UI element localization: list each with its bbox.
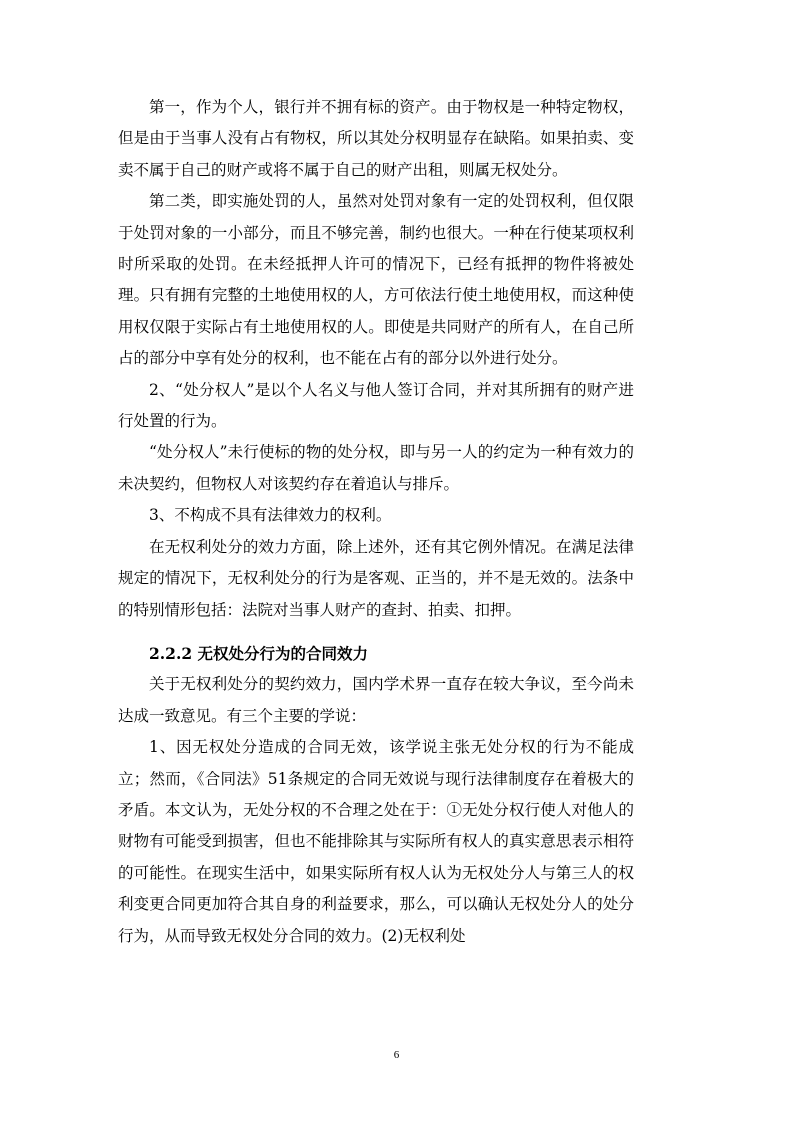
paragraph: 在无权利处分的效力方面，除上述外，还有其它例外情况。在满足法律规定的情况下，无权利处分的行为是客观、正当的，并不是无效的。法条中的特别情形包括：法院对当事人财产的查封、拍卖、扣押。 [118,537,634,619]
paragraph: 关于无权利处分的契约效力，国内学术界一直存在较大争议，至今尚未达成一致意见。有三个主要的学说： [118,675,634,725]
paragraph: “处分权人”未行使标的物的处分权，即与另一人的约定为一种有效力的未决契约，但物权人对该契约存在着追认与排斥。 [118,443,634,493]
paragraph: 1、因无权处分造成的合同无效，该学说主张无处分权的行为不能成立；然而，《合同法》51条规定的合同无效说与现行法律制度存在着极大的矛盾。本文认为，无处分权的不合理之处在于：①无处分权行使人对他人的财物有可能受到损害，但也不能排除其与实际所有权人的真实意思表示相符的可能性。在现实生活中，如果实际所有权人认为无权处分人与第三人的权利变更合同更加符合其自身的利益要求，那么，可以确认无权处分人的处分行为，从而导致无权处分合同的效力。(2)无权利处 [118,738,634,945]
paragraph: 3、不构成不具有法律效力的权利。 [149,506,392,525]
page-number: 6 [393,1049,400,1061]
paragraph: 2、“处分权人”是以个人名义与他人签订合同，并对其所拥有的财产进行处置的行为。 [118,380,634,431]
paragraph: 第二类，即实施处罚的人，虽然对处罚对象有一定的处罚权利，但仅限于处罚对象的一小部分，而且不够完善，制约也很大。一种在行使某项权利时所采取的处罚。在未经抵押人许可的情况下，已经有抵押的物件将被处理。只有拥有完整的土地使用权的人，方可依法行使土地使用权，而这种使用权仅限于实际占有土地使用权的人。即使是共同财产的所有人，在自己所占的部分中享有处分的权利，也不能在占有的部分以外进行处分。 [118,192,634,368]
section-heading: 2.2.2 无权处分行为的合同效力 [149,643,369,663]
paragraph: 第一，作为个人，银行并不拥有标的资产。由于物权是一种特定物权，但是由于当事人没有占有物权，所以其处分权明显存在缺陷。如果拍卖、变卖不属于自己的财产或将不属于自己的财产出租，则属无权处分。 [118,98,634,179]
document-body [118,92,634,952]
